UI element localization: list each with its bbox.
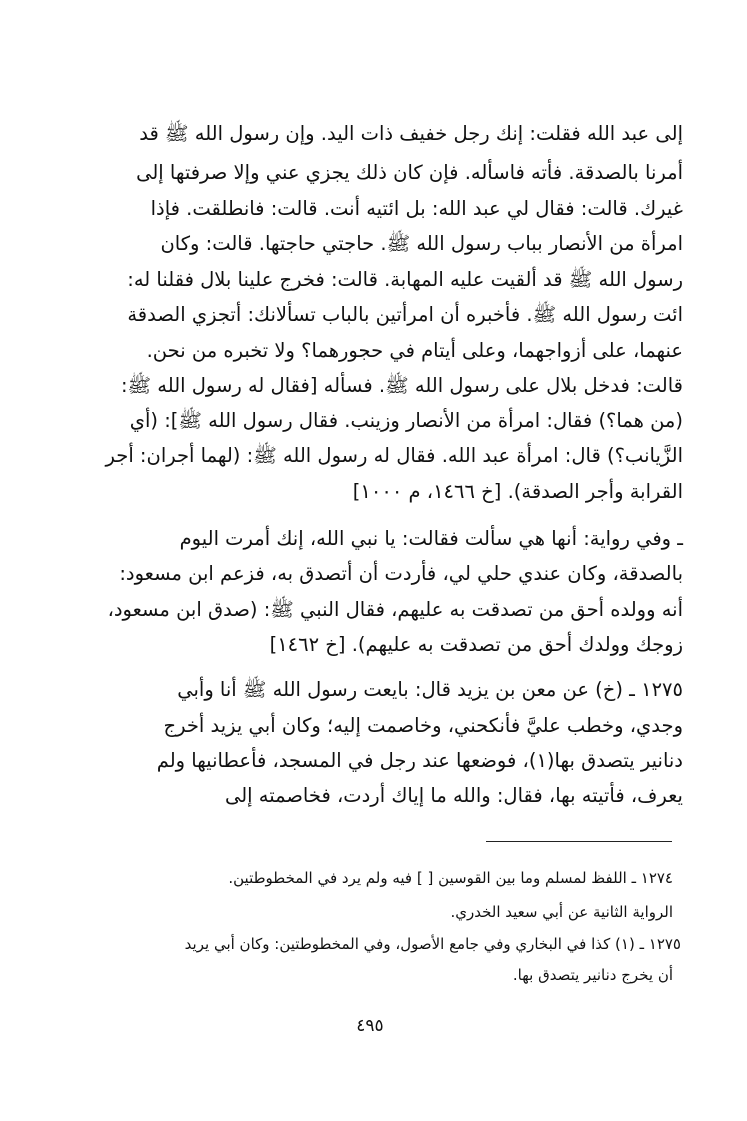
body-line: ـ وفي رواية: أنها هي سألت فقالت: يا نبي الله، إنك أمرت اليوم	[179, 527, 683, 550]
body-line: عنهما، على أزواجهما، وعلى أيتام في حجورهما؟ ولا تخبره من نحن.	[146, 339, 683, 362]
body-line: أمرنا بالصدقة. فأته فاسأله. فإن كان ذلك يجزي عني وإلا صرفتها إلى	[136, 161, 683, 184]
body-line: ائت رسول الله ﷺ. فأخبره أن امرأتين بالباب تسألانك: أتجزي الصدقة	[127, 303, 683, 326]
body-line: قالت: فدخل بلال على رسول الله ﷺ. فسأله [فقال له رسول الله ﷺ:	[120, 374, 683, 397]
footnote-line: أن يخرج دنانير يتصدق بها.	[512, 966, 673, 984]
footnote-line: ١٢٧٥ ـ (١) كذا في البخاري وفي جامع الأصول، وفي المخطوطتين: وكان أبي يريد	[184, 935, 681, 953]
footnote-line: الرواية الثانية عن أبي سعيد الخدري.	[450, 903, 673, 921]
footnote-separator	[486, 841, 672, 842]
body-line: رسول الله ﷺ قد ألقيت عليه المهابة. قالت: فخرج علينا بلال فقلنا له:	[127, 268, 683, 291]
body-line: وجدي، وخطب عليَّ فأنكحني، وخاصمت إليه؛ وكان أبي يزيد أخرج	[163, 714, 683, 737]
body-line: بالصدقة، وكان عندي حلي لي، فأردت أن أتصدق به، فزعم ابن مسعود:	[119, 562, 683, 585]
body-line: دنانير يتصدق بها(١)، فوضعها عند رجل في المسجد، فأعطانيها ولم	[156, 749, 683, 772]
body-line: زوجك وولدك أحق من تصدقت به عليهم). [خ ١٤٦٢]	[269, 633, 683, 656]
body-line: ١٢٧٥ ـ (خ) عن معن بن يزيد قال: بايعت رسول الله ﷺ أنا وأبي	[177, 678, 683, 701]
body-line: أنه وولده أحق من تصدقت به عليهم، فقال النبي ﷺ: (صدق ابن مسعود،	[107, 598, 683, 621]
body-line: يعرف، فأتيته بها، فقال: والله ما إياك أردت، فخاصمته إلى	[224, 784, 683, 807]
footnote-line: ١٢٧٤ ـ اللفظ لمسلم وما بين القوسين [ ] فيه ولم يرد في المخطوطتين.	[228, 869, 673, 887]
body-line: إلى عبد الله فقلت: إنك رجل خفيف ذات اليد. وإن رسول الله ﷺ قد	[139, 122, 683, 145]
body-line: غيرك. قالت: فقال لي عبد الله: بل ائتيه أنت. قالت: فانطلقت. فإذا	[150, 197, 683, 220]
body-line: (من هما؟) فقال: امرأة من الأنصار وزينب. فقال رسول الله ﷺ]: (أي	[129, 409, 683, 432]
body-line: الزَّيانب؟) قال: امرأة عبد الله. فقال له رسول الله ﷺ: (لهما أجران: أجر	[105, 444, 683, 467]
body-line: القرابة وأجر الصدقة). [خ ١٤٦٦، م ١٠٠٠]	[352, 480, 683, 503]
page-number: ٤٩٥	[356, 1016, 384, 1036]
body-line: امرأة من الأنصار بباب رسول الله ﷺ. حاجتي حاجتها. قالت: وكان	[160, 232, 683, 255]
